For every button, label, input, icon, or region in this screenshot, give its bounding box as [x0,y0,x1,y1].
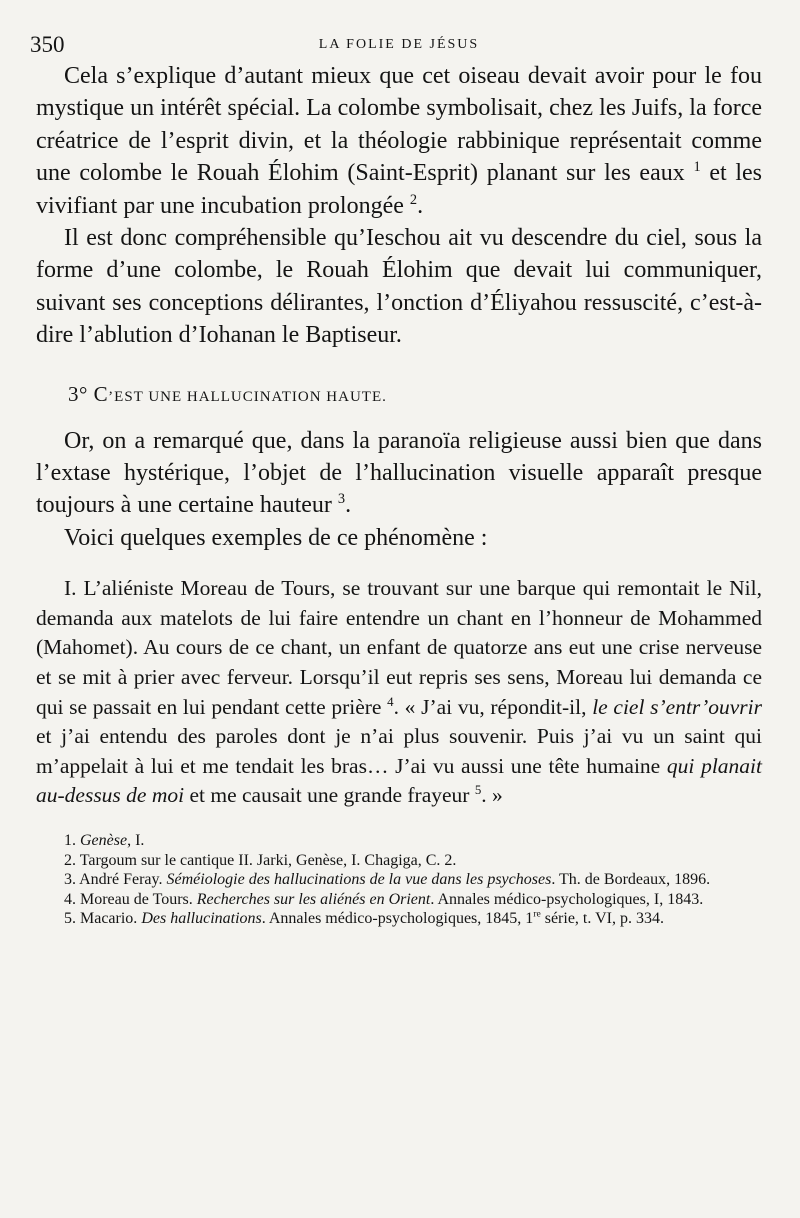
footnote-1: 1. Genèse, I. [64,832,145,850]
footnotes [36,831,762,929]
paragraph-5: I. L’aliéniste Moreau de Tours, se trouvant sur une barque qui remontait le Nil, demanda aux matelots de lui faire entendre un chant en l’honneur de Mohammed (Mahomet). Au cours de ce chant, un enfant de quatorze ans eut une crise nerveuse et se mit à prier avec ferveur. Lorsqu’il eut repris ses sens, Moreau lui demanda ce qui se passait en lui pendant cette prière $^4$. « J’ai vu, répondit-il, le ciel s’entr’ouvrir et j’ai entendu des paroles dont je n’ai plus souvenir. Puis j’ai vu un saint qui m’appelait à lui et me tendait les bras… J’ai vu aussi une tête humaine qui planait au-dessus de moi et me causait une grande frayeur $^5$. » [36,576,763,808]
running-title: LA FOLIE DE JÉSUS [318,37,480,52]
paragraph-1: Cela s’explique d’autant mieux que cet oiseau devait avoir pour le fou mystique un intérêt spécial. La colombe symbolisait, chez les Juifs, la force créatrice de l’esprit divin, et la théologie rabbinique représentait comme une colombe le Rouah Élohim (Saint-Esprit) planant sur les eaux $^1$ et les vivifiant par une incubation prolongée $^2$. [36,63,763,219]
paragraph-2: Il est donc compréhensible qu’Ieschou ait vu descendre du ciel, sous la forme d’une colombe, le Rouah Élohim que devait lui communiquer, suivant ses conceptions délirantes, l’onction d’Éliyahou ressuscité, c’est-à-dire l’ablution d’Iohanan le Baptiseur. [36,225,762,349]
footnote-ref-3[interactable]: 3 [337,491,346,508]
page-number: 350 [30,32,65,57]
section-heading: 3° C’EST UNE HALLUCINATION HAUTE. [68,381,387,406]
footnote-ref-1[interactable]: 1 [693,159,701,176]
footnote-4: 4. Moreau de Tours. Recherches sur les aliénés en Orient. Annales médico-psychologiques, I, 1843. [64,890,704,908]
footnote-ref-4[interactable]: 4 [387,694,394,709]
footnote-ref-5[interactable]: 5 [474,783,482,798]
book-page [30,28,763,929]
page-header [30,28,762,60]
footnote-3: 3. André Feray. Séméiologie des hallucinations de la vue dans les psychoses. Th. de Bordeaux, 1896. [64,871,711,889]
paragraph-4: Voici quelques exemples de ce phénomène : [64,524,488,551]
footnote-5: 5. Macario. Des hallucinations. Annales médico-psychologiques, 1845, 1re série, t. VI, p. 334. [64,909,664,928]
footnote-2: 2. Targoum sur le cantique II. Jarki, Genèse, I. Chagiga, C. 2. [64,851,457,869]
footnote-ref-2[interactable]: 2 [409,191,418,208]
paragraph-3: Or, on a remarqué que, dans la paranoïa religieuse aussi bien que dans l’extase hystérique, l’objet de l’hallucination visuelle apparaît presque toujours à une certaine hauteur $^3$. [36,427,762,519]
